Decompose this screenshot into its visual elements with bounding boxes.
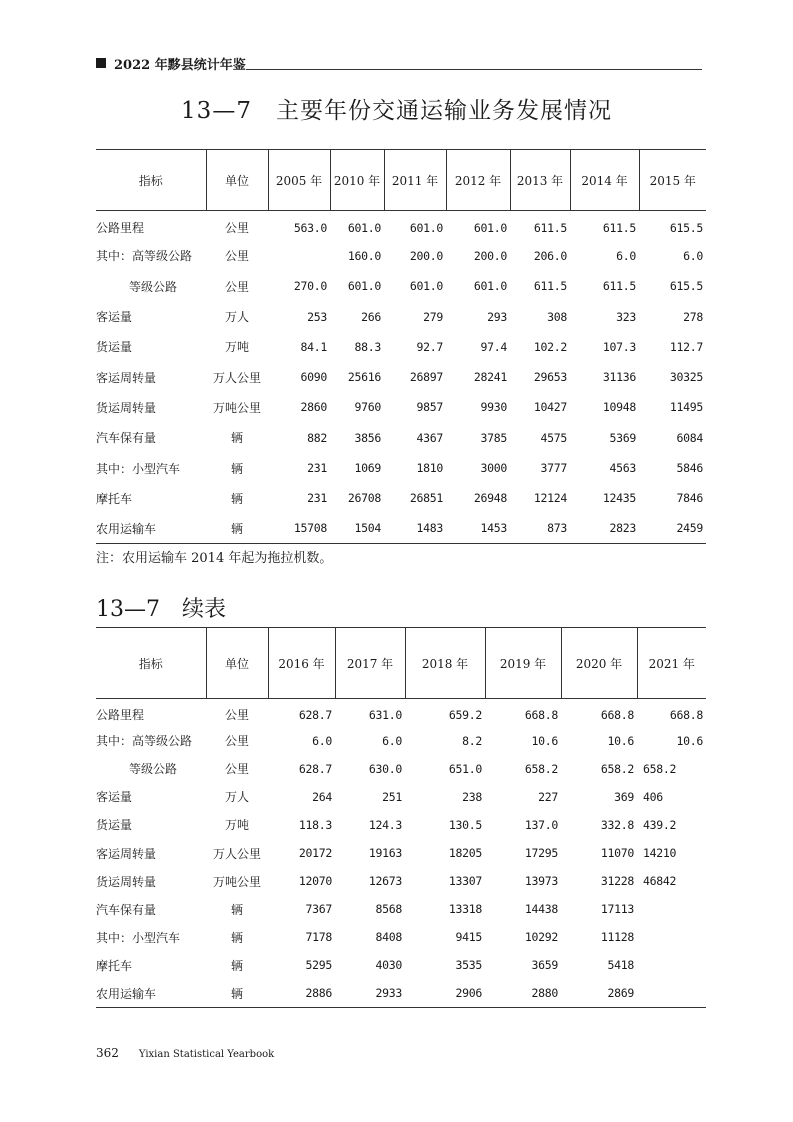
value-cell: 264 <box>312 789 332 804</box>
row-unit: 万人公里 <box>212 846 261 861</box>
value-cell: 8.2 <box>462 733 482 748</box>
value-cell: 17295 <box>524 846 558 861</box>
value-cell <box>637 895 706 923</box>
row-label: 其中：高等级公路 <box>96 734 193 749</box>
row-unit: 公里 <box>224 221 249 236</box>
row-label: 其中：高等级公路 <box>96 249 193 264</box>
value-cell: 17113 <box>600 902 634 917</box>
value-cell: 2906 <box>455 986 482 1001</box>
value-cell: 1453 <box>480 521 507 536</box>
value-cell: 9857 <box>416 400 443 415</box>
value-cell: 238 <box>462 789 482 804</box>
value-cell: 628.7 <box>298 707 332 722</box>
value-cell: 6090 <box>300 370 327 385</box>
value-cell: 206.0 <box>533 248 567 263</box>
table-row <box>96 867 706 895</box>
value-cell: 10292 <box>524 930 558 945</box>
table-row <box>96 783 706 811</box>
column-header: 2011 年 <box>384 150 446 211</box>
value-cell: 1069 <box>354 461 381 476</box>
row-label: 公路里程 <box>96 221 145 236</box>
value-cell: 18205 <box>448 846 482 861</box>
row-unit: 辆 <box>230 491 243 506</box>
value-cell: 1483 <box>416 521 443 536</box>
table-row <box>96 699 706 727</box>
table1-note: 注：农用运输车 2014 年起为拖拉机数。 <box>96 551 333 566</box>
value-cell: 406 <box>643 789 663 804</box>
value-cell: 658.2 <box>524 761 558 776</box>
column-header: 指标 <box>138 173 163 188</box>
row-label: 汽车保有量 <box>96 431 157 446</box>
value-cell: 26708 <box>347 491 381 506</box>
value-cell: 12673 <box>368 874 402 889</box>
column-header: 指标 <box>138 656 163 671</box>
row-unit: 辆 <box>230 958 243 973</box>
table1-number: 13—7 <box>181 98 252 124</box>
value-cell: 14438 <box>524 902 558 917</box>
column-header: 2013 年 <box>510 150 570 211</box>
table-row <box>96 951 706 979</box>
row-label: 客运量 <box>96 310 133 325</box>
table-row <box>96 362 706 392</box>
value-cell: 84.1 <box>300 339 327 354</box>
column-header: 2012 年 <box>446 150 510 211</box>
value-cell: 601.0 <box>347 279 381 294</box>
row-unit: 辆 <box>230 930 243 945</box>
value-cell: 231 <box>307 491 327 506</box>
value-cell: 28241 <box>473 370 507 385</box>
value-cell: 4367 <box>416 430 443 445</box>
value-cell: 46842 <box>643 874 677 889</box>
value-cell: 2886 <box>305 986 332 1001</box>
value-cell: 11495 <box>669 400 703 415</box>
value-cell: 332.8 <box>600 817 634 832</box>
value-cell: 15708 <box>293 521 327 536</box>
row-unit: 公里 <box>224 279 249 294</box>
value-cell: 10.6 <box>676 733 703 748</box>
value-cell: 2860 <box>300 400 327 415</box>
table1-title <box>0 92 793 125</box>
value-cell: 3000 <box>480 461 507 476</box>
row-unit: 万吨公里 <box>212 874 261 889</box>
row-label: 客运量 <box>96 790 133 805</box>
value-cell: 112.7 <box>669 339 703 354</box>
row-unit: 辆 <box>230 461 243 476</box>
page-footer <box>96 1046 274 1060</box>
column-header: 2017 年 <box>335 628 405 699</box>
value-cell: 611.5 <box>533 279 567 294</box>
value-cell: 5418 <box>607 958 634 973</box>
value-cell: 6.0 <box>312 733 332 748</box>
value-cell: 7367 <box>305 902 332 917</box>
table-row <box>96 271 706 301</box>
value-cell: 88.3 <box>354 339 381 354</box>
value-cell: 439.2 <box>643 817 677 832</box>
row-unit: 辆 <box>230 986 243 1001</box>
yearbook-header-title: 2022 年黟县统计年鉴 <box>114 58 246 73</box>
value-cell: 4030 <box>375 958 402 973</box>
value-cell: 1504 <box>354 521 381 536</box>
row-unit: 辆 <box>230 521 243 536</box>
value-cell: 601.0 <box>347 220 381 235</box>
row-label: 公路里程 <box>96 708 145 723</box>
value-cell: 10.6 <box>607 733 634 748</box>
value-cell: 97.4 <box>480 339 507 354</box>
value-cell <box>637 979 706 1007</box>
value-cell: 611.5 <box>602 279 636 294</box>
table-row <box>96 513 706 543</box>
value-cell: 30325 <box>669 370 703 385</box>
table-row <box>96 241 706 271</box>
value-cell: 668.8 <box>600 707 634 722</box>
value-cell: 200.0 <box>409 248 443 263</box>
value-cell: 160.0 <box>347 248 381 263</box>
value-cell: 668.8 <box>669 707 703 722</box>
column-header: 单位 <box>206 628 268 699</box>
page-number: 362 <box>96 1046 119 1060</box>
value-cell: 6084 <box>676 430 703 445</box>
row-unit: 辆 <box>230 431 243 446</box>
value-cell: 279 <box>423 309 443 324</box>
value-cell: 9930 <box>480 400 507 415</box>
value-cell: 13973 <box>524 874 558 889</box>
value-cell: 227 <box>538 789 558 804</box>
row-unit: 万吨 <box>224 340 249 355</box>
column-header: 2019 年 <box>485 628 561 699</box>
value-cell: 323 <box>616 309 636 324</box>
row-label: 其中：小型汽车 <box>96 461 181 476</box>
column-header: 2005 年 <box>268 150 330 211</box>
value-cell: 2880 <box>531 986 558 1001</box>
value-cell: 7178 <box>305 930 332 945</box>
value-cell: 628.7 <box>298 761 332 776</box>
table-row <box>96 483 706 513</box>
value-cell: 369 <box>614 789 634 804</box>
row-unit: 万人 <box>224 790 249 805</box>
table-row <box>96 923 706 951</box>
row-label: 客运周转量 <box>96 846 157 861</box>
column-header: 2015 年 <box>639 150 706 211</box>
value-cell: 10427 <box>533 400 567 415</box>
table-row <box>96 895 706 923</box>
value-cell: 668.8 <box>524 707 558 722</box>
value-cell: 8568 <box>375 902 402 917</box>
value-cell: 658.2 <box>600 761 634 776</box>
table1-title-text: 主要年份交通运输业务发展情况 <box>275 98 612 124</box>
value-cell <box>637 951 706 979</box>
value-cell: 9760 <box>354 400 381 415</box>
value-cell: 25616 <box>347 370 381 385</box>
value-cell: 31228 <box>600 874 634 889</box>
row-label: 农用运输车 <box>96 986 157 1001</box>
value-cell: 5295 <box>305 958 332 973</box>
value-cell: 26851 <box>409 491 443 506</box>
value-cell: 31136 <box>602 370 636 385</box>
column-header: 2014 年 <box>570 150 639 211</box>
table-row <box>96 423 706 453</box>
value-cell: 873 <box>547 521 567 536</box>
square-bullet-icon <box>96 58 106 68</box>
value-cell: 6.0 <box>616 248 636 263</box>
value-cell: 4563 <box>609 461 636 476</box>
value-cell: 12435 <box>602 491 636 506</box>
value-cell: 8408 <box>375 930 402 945</box>
value-cell: 6.0 <box>382 733 402 748</box>
table-row <box>96 332 706 362</box>
table-row <box>96 727 706 755</box>
column-header: 2010 年 <box>330 150 384 211</box>
value-cell: 231 <box>307 461 327 476</box>
value-cell: 14210 <box>643 846 677 861</box>
value-cell: 102.2 <box>533 339 567 354</box>
value-cell: 13307 <box>448 874 482 889</box>
row-label: 其中：小型汽车 <box>96 930 181 945</box>
row-unit: 公里 <box>224 708 249 723</box>
value-cell <box>268 241 330 271</box>
row-label: 货运量 <box>96 818 133 833</box>
row-label: 货运量 <box>96 340 133 355</box>
value-cell: 615.5 <box>669 279 703 294</box>
value-cell: 3785 <box>480 430 507 445</box>
value-cell: 293 <box>487 309 507 324</box>
row-unit: 万吨 <box>224 818 249 833</box>
value-cell: 26897 <box>409 370 443 385</box>
row-unit: 公里 <box>224 762 249 777</box>
header-rule <box>246 69 702 70</box>
value-cell: 631.0 <box>368 707 402 722</box>
footer-book-title: Yixian Statistical Yearbook <box>138 1049 275 1060</box>
value-cell: 11128 <box>600 930 634 945</box>
table-row <box>96 301 706 331</box>
table2-title <box>96 592 226 623</box>
value-cell: 658.2 <box>643 761 677 776</box>
value-cell: 611.5 <box>602 220 636 235</box>
value-cell: 7846 <box>676 491 703 506</box>
value-cell: 118.3 <box>298 817 332 832</box>
table-row <box>96 211 706 241</box>
value-cell: 3535 <box>455 958 482 973</box>
page-header <box>96 52 702 74</box>
value-cell: 251 <box>382 789 402 804</box>
row-label: 等级公路 <box>129 279 178 294</box>
value-cell: 5846 <box>676 461 703 476</box>
table2-number: 13—7 <box>96 597 160 622</box>
value-cell: 10948 <box>602 400 636 415</box>
row-label: 客运周转量 <box>96 370 157 385</box>
value-cell: 20172 <box>298 846 332 861</box>
value-cell: 2933 <box>375 986 402 1001</box>
table-row <box>96 392 706 422</box>
transport-table-continued <box>96 627 706 1008</box>
row-label: 农用运输车 <box>96 521 157 536</box>
value-cell: 601.0 <box>409 279 443 294</box>
value-cell: 615.5 <box>669 220 703 235</box>
table-header-row <box>96 628 706 699</box>
value-cell: 130.5 <box>448 817 482 832</box>
value-cell: 278 <box>683 309 703 324</box>
value-cell: 12124 <box>533 491 567 506</box>
value-cell: 601.0 <box>473 279 507 294</box>
row-label: 摩托车 <box>96 491 133 506</box>
table-header-row <box>96 150 706 211</box>
value-cell: 137.0 <box>524 817 558 832</box>
row-label: 汽车保有量 <box>96 902 157 917</box>
value-cell: 6.0 <box>683 248 703 263</box>
value-cell: 611.5 <box>533 220 567 235</box>
value-cell: 2869 <box>607 986 634 1001</box>
value-cell: 19163 <box>368 846 402 861</box>
value-cell: 601.0 <box>473 220 507 235</box>
value-cell: 124.3 <box>368 817 402 832</box>
value-cell: 12070 <box>298 874 332 889</box>
value-cell: 308 <box>547 309 567 324</box>
value-cell: 200.0 <box>473 248 507 263</box>
column-header: 2020 年 <box>561 628 637 699</box>
table-row <box>96 811 706 839</box>
value-cell: 270.0 <box>293 279 327 294</box>
value-cell: 3659 <box>531 958 558 973</box>
column-header: 2016 年 <box>268 628 335 699</box>
value-cell: 2823 <box>609 521 636 536</box>
column-header: 2021 年 <box>637 628 706 699</box>
table-row <box>96 979 706 1007</box>
value-cell: 13318 <box>448 902 482 917</box>
value-cell <box>637 923 706 951</box>
row-label: 摩托车 <box>96 958 133 973</box>
value-cell: 4575 <box>540 430 567 445</box>
column-header: 2018 年 <box>405 628 485 699</box>
value-cell: 9415 <box>455 930 482 945</box>
value-cell: 5369 <box>609 430 636 445</box>
value-cell: 3777 <box>540 461 567 476</box>
row-label: 货运周转量 <box>96 874 157 889</box>
row-label: 等级公路 <box>129 762 178 777</box>
row-unit: 辆 <box>230 902 243 917</box>
table-row <box>96 453 706 483</box>
table-row <box>96 839 706 867</box>
value-cell: 651.0 <box>448 761 482 776</box>
row-unit: 公里 <box>224 249 249 264</box>
value-cell: 882 <box>307 430 327 445</box>
table2-title-text: 续表 <box>182 597 227 622</box>
value-cell: 253 <box>307 309 327 324</box>
value-cell: 3856 <box>354 430 381 445</box>
row-unit: 万人公里 <box>212 370 261 385</box>
value-cell: 29653 <box>533 370 567 385</box>
value-cell: 630.0 <box>368 761 402 776</box>
value-cell: 26948 <box>473 491 507 506</box>
value-cell: 107.3 <box>602 339 636 354</box>
row-unit: 万人 <box>224 310 249 325</box>
value-cell: 11070 <box>600 846 634 861</box>
value-cell: 266 <box>361 309 381 324</box>
value-cell: 2459 <box>676 521 703 536</box>
value-cell: 601.0 <box>409 220 443 235</box>
value-cell: 1810 <box>416 461 443 476</box>
value-cell: 659.2 <box>448 707 482 722</box>
column-header: 单位 <box>206 150 268 211</box>
transport-table-main <box>96 149 706 544</box>
row-unit: 万吨公里 <box>212 400 261 415</box>
value-cell: 563.0 <box>293 220 327 235</box>
value-cell: 92.7 <box>416 339 443 354</box>
row-label: 货运周转量 <box>96 400 157 415</box>
row-unit: 公里 <box>224 734 249 749</box>
value-cell: 10.6 <box>531 733 558 748</box>
table-row <box>96 755 706 783</box>
